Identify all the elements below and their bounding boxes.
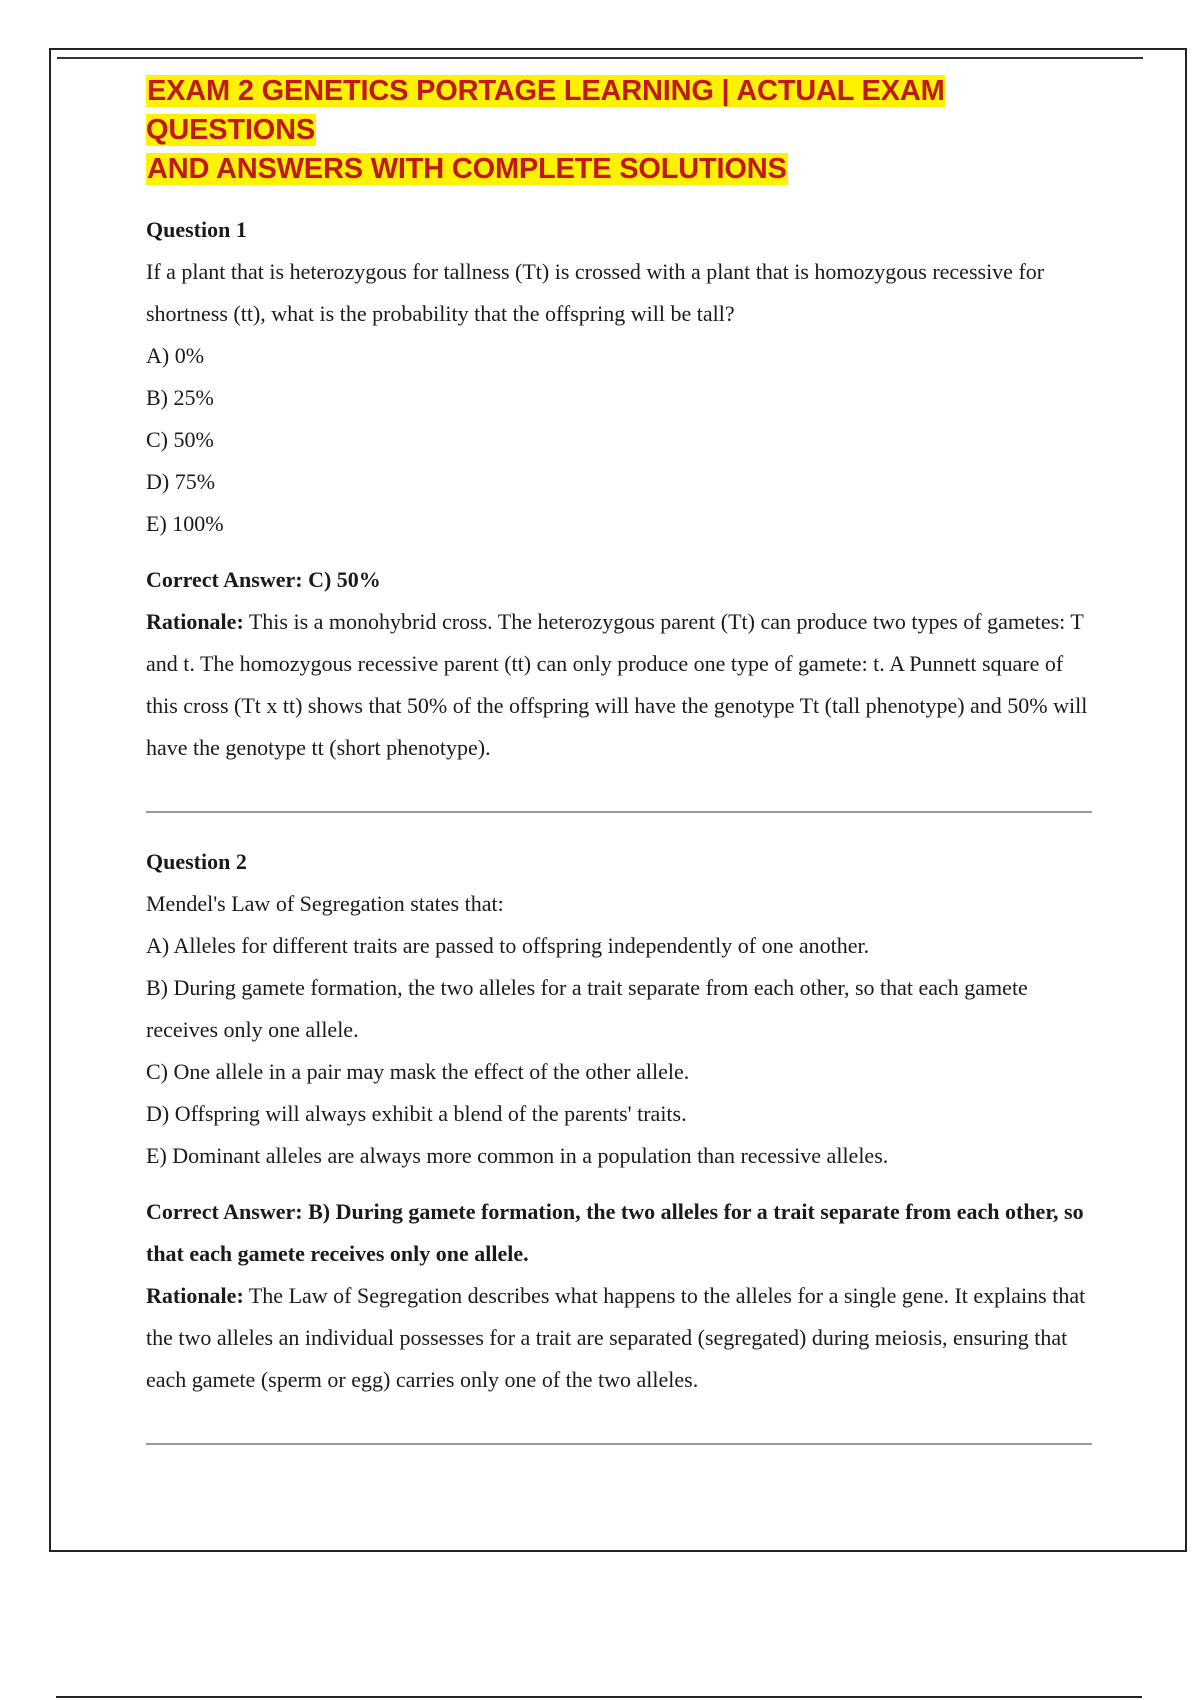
section-divider — [146, 811, 1092, 813]
question-text: Mendel's Law of Segregation states that: — [146, 891, 504, 916]
option-item: A) 0% — [146, 343, 205, 368]
title-line-2: AND ANSWERS WITH COMPLETE SOLUTIONS — [147, 153, 787, 185]
rationale-label: Rationale: — [146, 1283, 244, 1308]
rationale — [146, 1275, 1092, 1401]
option-item: B) 25% — [146, 385, 214, 410]
frame-top-rule — [57, 57, 1143, 59]
document-content — [146, 72, 1092, 1445]
rationale-label: Rationale: — [146, 609, 244, 634]
page-bottom-rule — [56, 1696, 1142, 1698]
options-list — [146, 335, 1092, 545]
options-list — [146, 925, 1092, 1177]
correct-answer: Correct Answer: C) 50% — [146, 567, 381, 592]
question-heading: Question 2 — [146, 849, 247, 874]
question-heading: Question 1 — [146, 217, 247, 242]
title-line-1: EXAM 2 GENETICS PORTAGE LEARNING | ACTUAL EXAM QUESTIONS — [146, 75, 945, 146]
question-text: If a plant that is heterozygous for tallness (Tt) is crossed with a plant that is homozygous recessive for shortness (tt), what is the probability that the offspring will be tall? — [146, 259, 1045, 326]
option-item: D) 75% — [146, 469, 216, 494]
question-2 — [146, 847, 1092, 1445]
option-item: C) One allele in a pair may mask the effect of the other allele. — [146, 1059, 690, 1084]
option-item: E) 100% — [146, 511, 224, 536]
document-title — [146, 72, 1092, 189]
rationale-text: The Law of Segregation describes what happens to the alleles for a single gene. It explains that the two alleles an individual possesses for a trait are separated (segregated) during meiosis, ensuring that each gamete (sperm or egg) carries only one of the two alleles. — [146, 1283, 1086, 1392]
correct-answer: Correct Answer: B) During gamete formation, the two alleles for a trait separate from each other, so that each gamete receives only one allele. — [146, 1199, 1084, 1266]
option-item: D) Offspring will always exhibit a blend of the parents' traits. — [146, 1101, 687, 1126]
option-item: A) Alleles for different traits are passed to offspring independently of one another. — [146, 933, 870, 958]
rationale-text: This is a monohybrid cross. The heterozygous parent (Tt) can produce two types of gametes: T and t. The homozygous recessive parent (tt) can only produce one type of gamete: t. A Punnett square of this cross (Tt x tt) shows that 50% of the offspring will have the genotype Tt (tall phenotype) and 50% will have the genotype tt (short phenotype). — [146, 609, 1088, 760]
option-item: C) 50% — [146, 427, 214, 452]
rationale — [146, 601, 1092, 769]
question-1 — [146, 215, 1092, 813]
option-item: B) During gamete formation, the two alleles for a trait separate from each other, so that each gamete receives only one allele. — [146, 975, 1028, 1042]
option-item: E) Dominant alleles are always more common in a population than recessive alleles. — [146, 1143, 889, 1168]
section-divider — [146, 1443, 1092, 1445]
